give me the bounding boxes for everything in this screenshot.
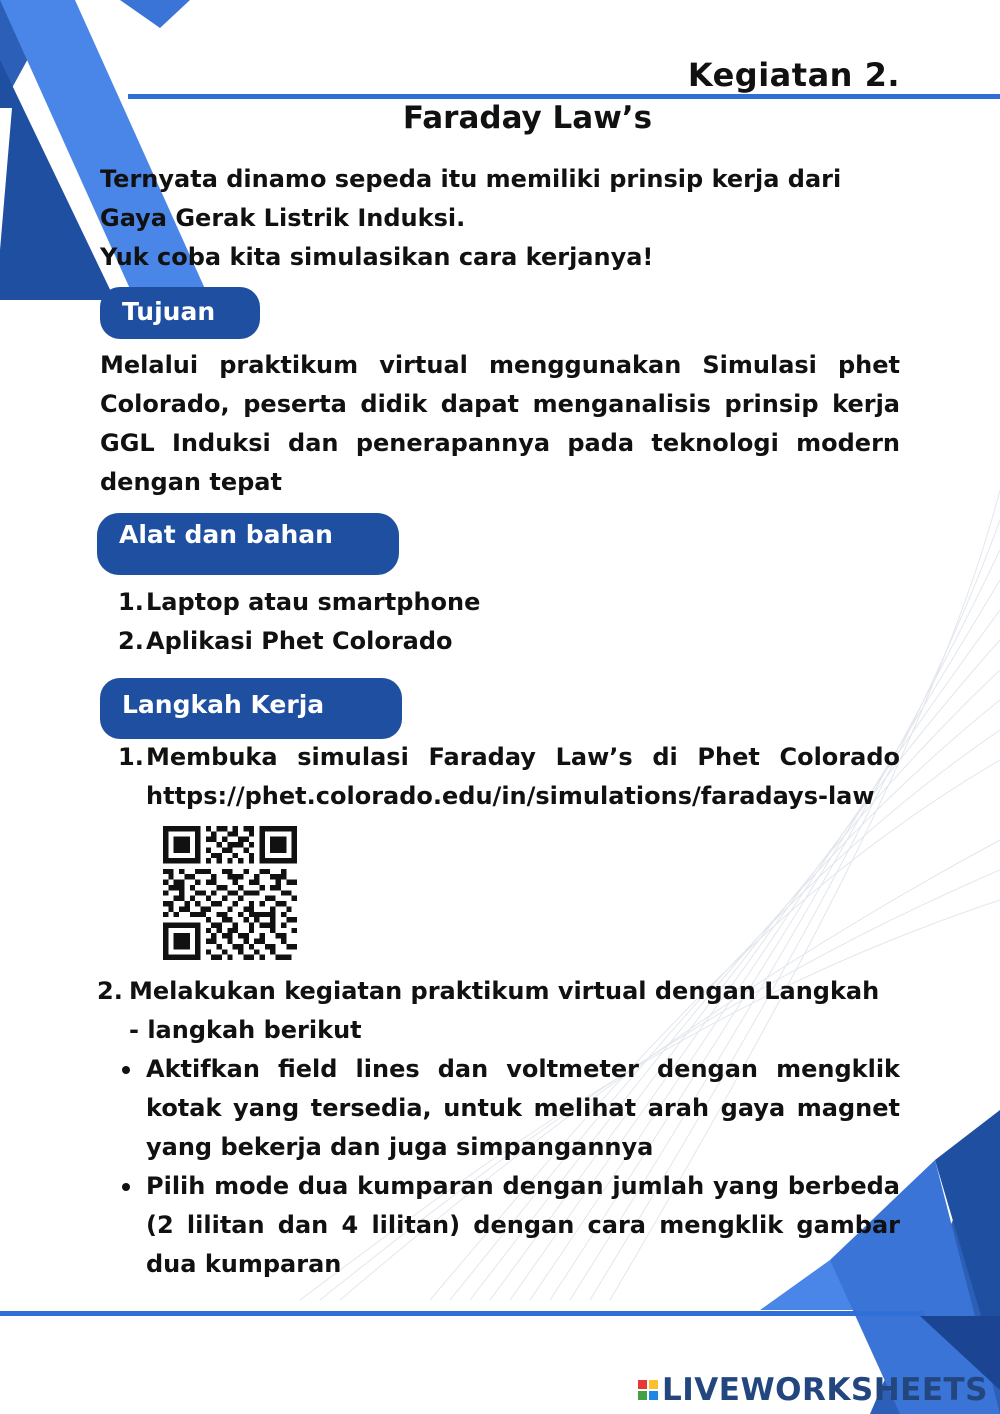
langkah-step-2 [97, 972, 887, 1050]
list-number: 1. [118, 588, 144, 616]
list-number: 1. [118, 743, 144, 771]
list-item [100, 622, 900, 661]
step-2-text: Melakukan kegiatan praktikum virtual dengan Langkah - langkah berikut [129, 977, 880, 1044]
liveworksheets-logo[interactable] [638, 1372, 988, 1408]
langkah-step-1 [100, 738, 900, 816]
step-1-text[interactable]: Membuka simulasi Faraday Law’s di Phet Colorado https://phet.colorado.edu/in/simulations/faradays-law [146, 743, 900, 810]
list-item [100, 738, 900, 816]
tujuan-text: Melalui praktikum virtual menggunakan Simulasi phet Colorado, peserta didik dapat menganalisis prinsip kerja GGL Induksi dan penerapannya pada teknologi modern dengan tepat [100, 351, 900, 496]
list-item [100, 583, 900, 622]
page-title: Faraday Law’s [402, 100, 653, 136]
liveworksheets-logo-icon [638, 1380, 658, 1400]
intro-text [100, 160, 900, 277]
step-2-bullets [100, 1050, 900, 1284]
tujuan-heading: Tujuan [100, 287, 260, 339]
alat-list [100, 583, 900, 661]
list-text: Laptop atau smartphone [146, 588, 481, 616]
list-item: Pilih mode dua kumparan dengan jumlah yang berbeda (2 lilitan dan 4 lilitan) dengan cara mengklik gambar dua kumparan [100, 1167, 900, 1284]
list-text: Aplikasi Phet Colorado [146, 627, 453, 655]
list-item: Aktifkan field lines dan voltmeter dengan mengklik kotak yang tersedia, untuk melihat arah gaya magnet yang bekerja dan juga simpangannya [100, 1050, 900, 1167]
brand-name: LIVEWORKSHEETS [662, 1372, 988, 1408]
langkah-heading: Langkah Kerja [100, 678, 402, 739]
list-number: 2. [97, 977, 123, 1005]
alat-heading: Alat dan bahan [97, 513, 399, 575]
intro-line-2: Yuk coba kita simulasikan cara kerjanya! [100, 243, 654, 271]
list-item [97, 972, 887, 1050]
activity-label: Kegiatan 2. [687, 56, 900, 94]
list-number: 2. [118, 627, 144, 655]
intro-line-1: Ternyata dinamo sepeda itu memiliki prinsip kerja dari Gaya Gerak Listrik Induksi. [100, 165, 842, 232]
qr-code[interactable] [163, 826, 297, 960]
